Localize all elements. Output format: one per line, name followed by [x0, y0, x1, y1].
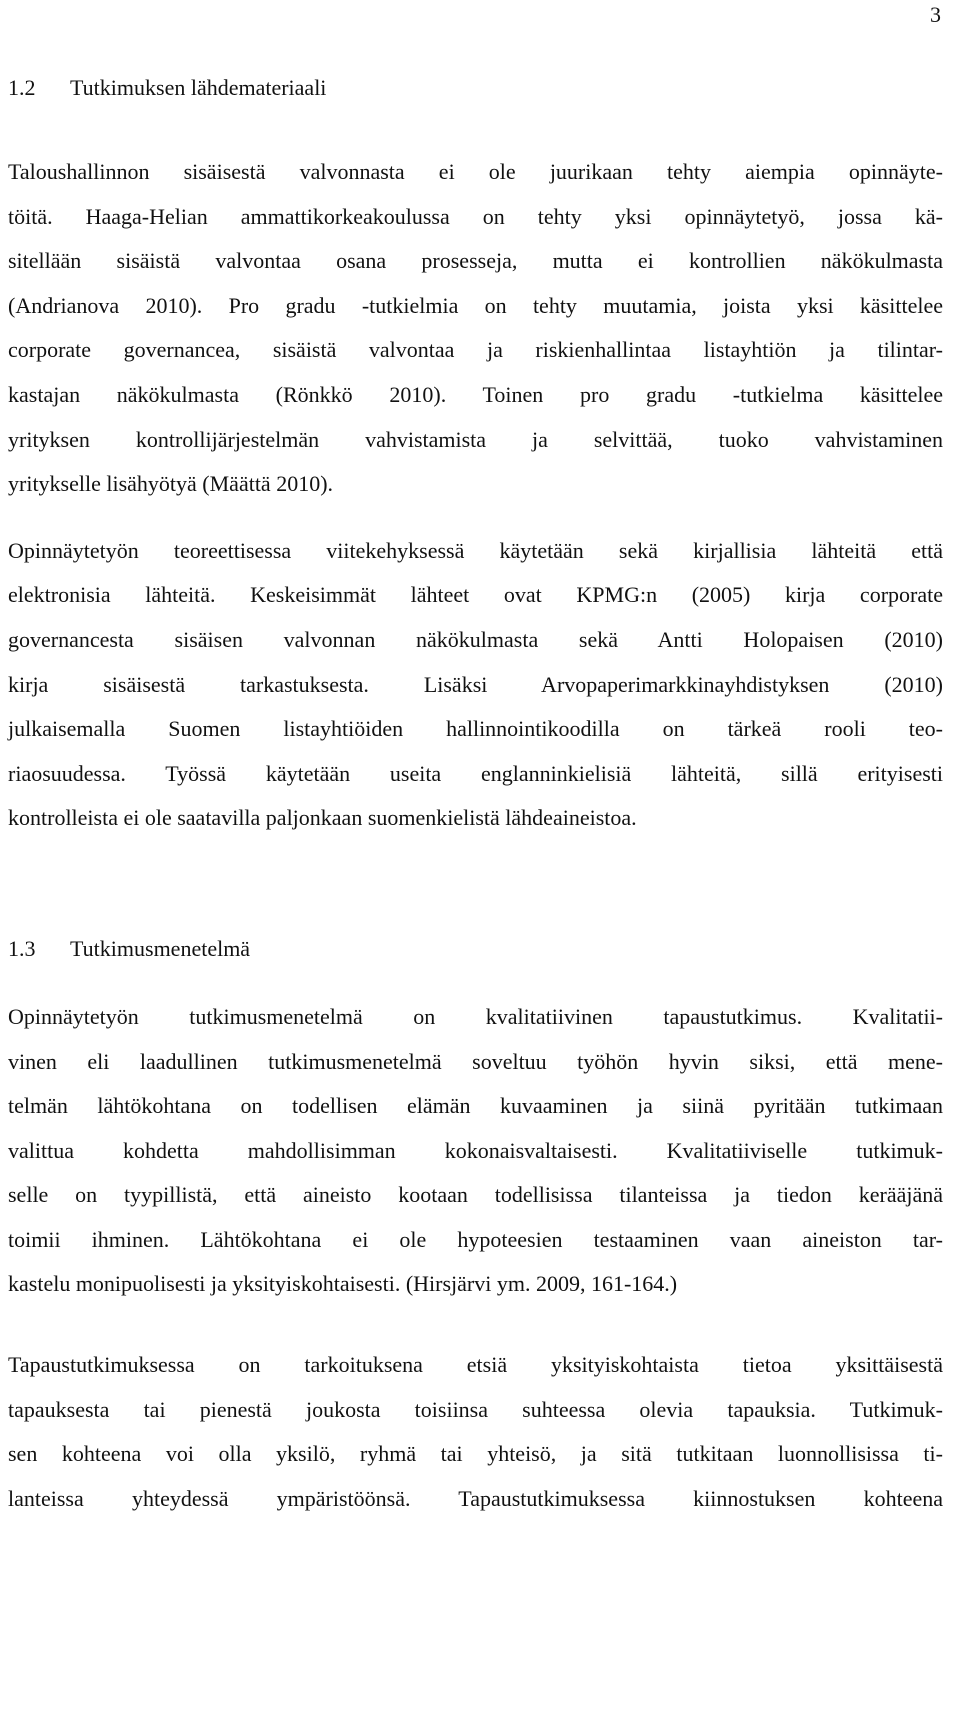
section-number: 1.3	[8, 935, 36, 961]
text-line: kastelu monipuolisesti ja yksityiskohtaisesti. (Hirsjärvi ym. 2009, 161-164.)	[8, 1271, 678, 1297]
text-line: sitellään sisäistä valvontaa osana prosesseja, mutta ei kontrollien näkökulmasta	[8, 248, 943, 274]
text-line: valittua kohdetta mahdollisimman kokonaisvaltaisesti. Kvalitatiiviselle tutkimuk-	[8, 1137, 943, 1163]
paragraph	[8, 150, 943, 507]
paragraph	[8, 995, 943, 1307]
text-line: governancesta sisäisen valvonnan näkökulmasta sekä Antti Holopaisen (2010)	[8, 626, 943, 652]
text-line: vinen eli laadullinen tutkimusmenetelmä soveltuu työhön hyvin siksi, että mene-	[8, 1048, 943, 1074]
text-line: julkaisemalla Suomen listayhtiöiden hallinnointikoodilla on tärkeä rooli teo-	[8, 716, 943, 742]
page-number: 3	[930, 2, 941, 27]
text-line: Opinnäytetyön tutkimusmenetelmä on kvalitatiivinen tapaustutkimus. Kvalitatii-	[8, 1003, 943, 1029]
text-line: toimii ihminen. Lähtökohtana ei ole hypoteesien testaaminen vaan aineiston tar-	[8, 1226, 943, 1252]
text-line: corporate governancea, sisäistä valvontaa ja riskienhallintaa listayhtiön ja tilintar-	[8, 337, 943, 363]
section-title: Tutkimuksen lähdemateriaali	[70, 75, 327, 100]
text-line: kirja sisäisestä tarkastuksesta. Lisäksi Arvopaperimarkkinayhdistyksen (2010)	[8, 671, 943, 697]
text-line: lanteissa yhteydessä ympäristöönsä. Tapaustutkimuksessa kiinnostuksen kohteena	[8, 1485, 943, 1511]
text-line: Taloushallinnon sisäisestä valvonnasta ei ole juurikaan tehty aiempia opinnäyte-	[8, 159, 943, 184]
section-heading	[8, 68, 943, 108]
section-number: 1.2	[8, 75, 36, 100]
text-line: telmän lähtökohtana on todellisen elämän kuvaaminen ja siinä pyritään tutkimaan	[8, 1093, 943, 1119]
text-line: Opinnäytetyön teoreettisessa viitekehyksessä käytetään sekä kirjallisia lähteitä että	[8, 537, 943, 563]
section-title: Tutkimusmenetelmä	[70, 935, 251, 961]
paragraph	[8, 529, 943, 841]
section-heading	[8, 929, 943, 969]
document-body	[8, 68, 943, 1521]
text-line: Tapaustutkimuksessa on tarkoituksena etsiä yksityiskohtaista tietoa yksittäisestä	[8, 1352, 943, 1378]
text-line: töitä. Haaga-Helian ammattikorkeakoulussa on tehty yksi opinnäytetyö, jossa kä-	[8, 203, 943, 229]
text-line: yrityksen kontrollijärjestelmän vahvistamista ja selvittää, tuoko vahvistaminen	[8, 426, 943, 452]
text-line: (Andrianova 2010). Pro gradu -tutkielmia on tehty muutamia, joista yksi käsittelee	[8, 292, 943, 318]
text-line: selle on tyypillistä, että aineisto kootaan todellisissa tilanteissa ja tiedon kerääjänä	[8, 1182, 943, 1208]
text-line: elektronisia lähteitä. Keskeisimmät lähteet ovat KPMG:n (2005) kirja corporate	[8, 582, 943, 608]
text-line: tapauksesta tai pienestä joukosta toisiinsa suhteessa olevia tapauksia. Tutkimuk-	[8, 1396, 943, 1422]
text-line: kastajan näkökulmasta (Rönkkö 2010). Toinen pro gradu -tutkielma käsittelee	[8, 381, 943, 407]
text-line: sen kohteena voi olla yksilö, ryhmä tai yhteisö, ja sitä tutkitaan luonnollisissa ti-	[8, 1441, 943, 1467]
text-line: yritykselle lisähyötyä (Määttä 2010).	[8, 471, 334, 497]
paragraph	[8, 1343, 943, 1521]
text-line: kontrolleista ei ole saatavilla paljonkaan suomenkielistä lähdeaineistoa.	[8, 805, 637, 831]
text-line: riaosuudessa. Työssä käytetään useita englanninkielisiä lähteitä, sillä erityisesti	[8, 760, 943, 786]
